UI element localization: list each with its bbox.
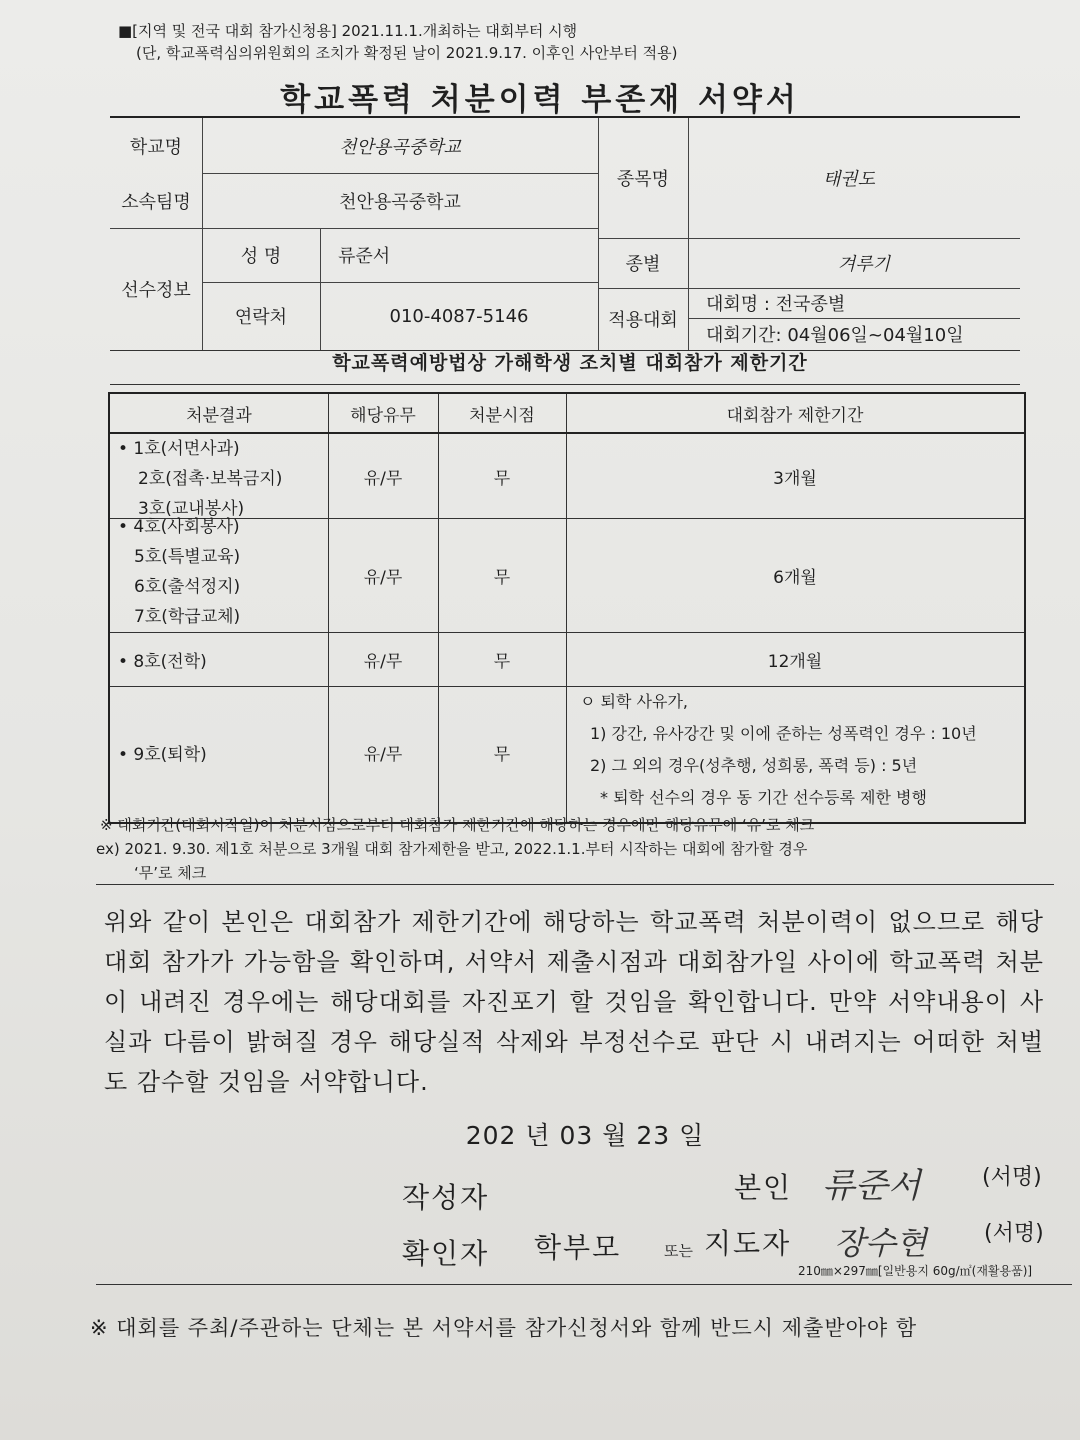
pledge-text: 위와 같이 본인은 대회참가 제한기간에 해당하는 학교폭력 처분이력이 없으므로 해당 대회 참가가 가능함을 확인하며, 서약서 제출시점과 대회참가일 사이에 학교폭력 처분이 내려진 경우에는 해당대회를 자진포기 할 것임을 확인합니다. 만약 서약내용이 사실과 다름이 밝혀질 경우 해당실적 삭제와 부정선수로 판단 시 내려지는 어떠한 처벌도 감수할 것임을 서약합니다. (104, 908, 1044, 1096)
author-label: 작성자 (402, 1181, 490, 1214)
sign-note-1: (서명) (982, 1165, 1042, 1190)
header-timing: 처분시점 (469, 405, 535, 426)
notice-line-1: ■[지역 및 전국 대회 참가신청용] 2021.11.1.개최하는 대회부터 시행 (118, 22, 578, 40)
row-4-period-line: 2) 그 외의 경우(성추행, 성희롱, 폭력 등) : 5년 (590, 756, 918, 775)
name-value: 류준서 (338, 246, 391, 267)
note-2: ex) 2021. 9.30. 제1호 처분으로 3개월 대회 참가제한을 받고, 2022.1.1.부터 시작하는 대회에 참가할 경우 (96, 840, 808, 858)
row-3-applicable: 유/무 (363, 651, 403, 672)
event-label: 종목명 (616, 169, 670, 190)
notice (118, 20, 677, 64)
confirmer-label: 확인자 (402, 1237, 490, 1270)
row-3-timing: 무 (493, 651, 511, 672)
row-2-item: 7호(학급교체) (134, 607, 241, 627)
self-signature: 류준서 (822, 1166, 921, 1206)
coach-signature: 장수현 (834, 1224, 927, 1262)
note-3: ‘무’로 체크 (134, 864, 207, 882)
note-1: ※ 대회기간(대회시작일)이 처분시점으로부터 대회참가 제한기간에 해당하는 경우에만 해당유무에 ‘유’로 체크 (100, 816, 815, 834)
row-1-items (118, 434, 282, 524)
row-2-item: 5호(특별교육) (134, 547, 241, 567)
name-label: 성 명 (240, 246, 282, 267)
row-3-period: 12개월 (767, 651, 823, 672)
row-2-period: 6개월 (773, 567, 817, 588)
row-4-timing: 무 (493, 744, 511, 765)
competition-name: 대회명 : 전국종별 (706, 294, 846, 315)
row-1-item: 2호(접촉·보복금지) (138, 469, 283, 489)
paper-size-note: 210㎜×297㎜[일반용지 60g/㎡(재활용품)] (798, 1264, 1033, 1278)
document-title: 학교폭력 처분이력 부존재 서약서 (280, 82, 800, 118)
notice-line-2: (단, 학교폭력심의위원회의 조치가 확정된 날이 2021.9.17. 이후인 사안부터 적용) (136, 44, 678, 62)
row-2-item: 6호(출석정지) (134, 577, 241, 597)
event-value: 태권도 (822, 169, 876, 190)
restriction-subtitle: 학교폭력예방법상 가해학생 조치별 대회참가 제한기간 (332, 352, 808, 374)
footer-note: ※ 대회를 주최/주관하는 단체는 본 서약서를 참가신청서와 함께 반드시 제출받아야 함 (90, 1316, 918, 1340)
row-1-timing: 무 (493, 468, 511, 489)
row-3-item: • 8호(전학) (118, 651, 207, 672)
row-4-period-line: ㅇ 퇴학 사유가, (580, 692, 688, 711)
row-2-item: • 4호(사회봉사) (118, 517, 240, 537)
row-2-applicable: 유/무 (363, 567, 403, 588)
row-2-items (118, 512, 240, 632)
row-4-applicable: 유/무 (363, 744, 403, 765)
category-label: 종별 (625, 254, 661, 275)
competition-period: 대회기간: 04월06일~04월10일 (706, 325, 964, 346)
competition-label: 적용대회 (608, 310, 678, 331)
header-applicable: 해당유무 (350, 405, 416, 426)
contact-label: 연락처 (234, 307, 288, 328)
or-label: 또는 (664, 1242, 693, 1260)
row-4-period-line: * 퇴학 선수의 경우 동 기간 선수등록 제한 병행 (600, 788, 927, 807)
school-value: 천안용곡중학교 (339, 136, 461, 158)
sign-note-2: (서명) (984, 1221, 1044, 1246)
header-result: 처분결과 (186, 405, 252, 426)
restriction-table (108, 392, 1026, 824)
parent-label: 학부모 (534, 1231, 622, 1264)
coach-label: 지도자 (704, 1227, 792, 1260)
info-table (110, 116, 1020, 351)
row-1-period: 3개월 (773, 468, 817, 489)
date: 202 년 03 월 23 일 (465, 1121, 705, 1150)
row-4-item: • 9호(퇴학) (118, 744, 207, 765)
row-4-period-line: 1) 강간, 유사강간 및 이에 준하는 성폭력인 경우 : 10년 (590, 724, 977, 743)
team-value: 천안용곡중학교 (339, 191, 461, 213)
row-4-period (580, 686, 977, 814)
row-1-item: 3호(교내봉사) (138, 499, 245, 519)
row-2-timing: 무 (493, 567, 511, 588)
row-1-applicable: 유/무 (363, 468, 403, 489)
contact-value: 010-4087-5146 (389, 305, 529, 327)
row-1-item: • 1호(서면사과) (118, 439, 240, 459)
team-label: 소속팀명 (121, 191, 191, 213)
player-label: 선수정보 (121, 280, 191, 301)
header-period: 대회참가 제한기간 (726, 405, 864, 426)
school-label: 학교명 (129, 136, 183, 158)
self-label: 본인 (734, 1171, 793, 1204)
category-value: 겨루기 (837, 254, 891, 275)
